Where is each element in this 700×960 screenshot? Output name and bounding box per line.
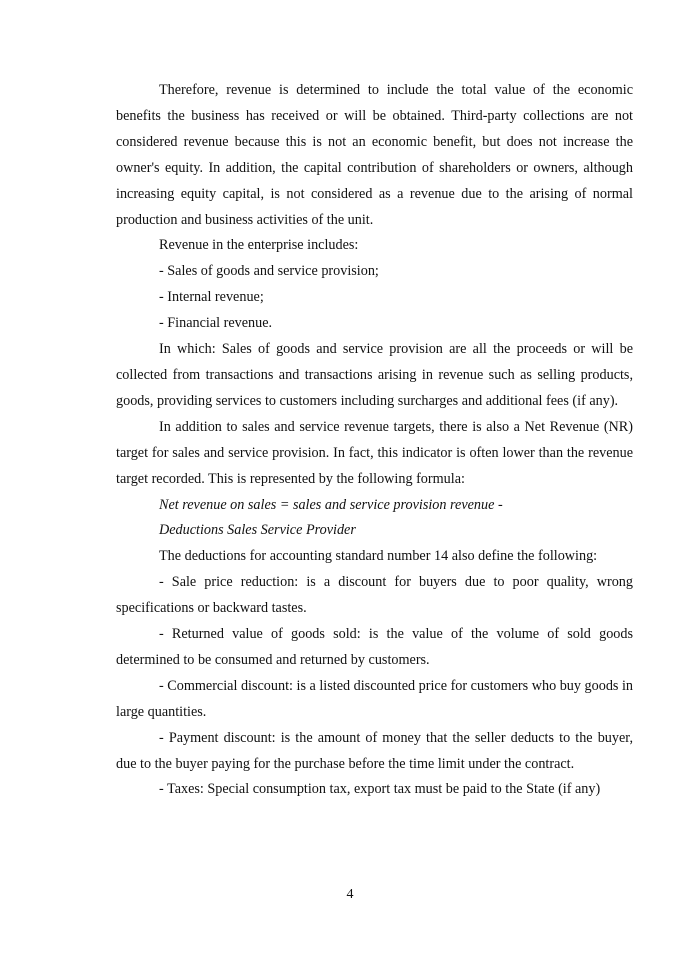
paragraph-revenue-definition: Therefore, revenue is determined to include the total value of the economic benefits the business has received or will be obtained. Third-party collections are not considered revenue because this is not an economic benefit, but does not increase the owner's equity. In addition, the capital contribution of shareholders or owners, although increasing equity capital, is not considered as a revenue due to the arising of normal production and business activities of the unit. [116, 82, 633, 228]
list-item-financial-revenue: - Financial revenue. [159, 315, 273, 332]
paragraph-revenue-includes: Revenue in the enterprise includes: [159, 237, 359, 254]
list-item-internal-revenue: - Internal revenue; [159, 289, 264, 306]
paragraph-net-revenue-target: In addition to sales and service revenue targets, there is also a Net Revenue (NR) target for sales and service provision. In fact, this indicator is often lower than the revenue target recorded. This is represented by the following formula: [116, 418, 633, 487]
paragraph-deductions-intro: The deductions for accounting standard number 14 also define the following: [159, 548, 598, 565]
list-item-commercial-discount: - Commercial discount: is a listed discounted price for customers who buy goods in large quantities. [116, 677, 634, 720]
list-item-returned-value: - Returned value of goods sold: is the value of the volume of sold goods determined to be consumed and returned by customers. [116, 626, 633, 668]
formula-line-2: Deductions Sales Service Provider [159, 522, 356, 539]
list-item-payment-discount: - Payment discount: is the amount of money that the seller deducts to the buyer, due to the buyer paying for the purchase before the time limit under the contract. [116, 729, 633, 772]
page-number: 4 [346, 887, 354, 902]
formula-line-1: Net revenue on sales = sales and service provision revenue - [159, 496, 503, 513]
list-item-taxes: - Taxes: Special consumption tax, export tax must be paid to the State (if any) [159, 781, 601, 798]
document-page [116, 78, 633, 803]
paragraph-in-which: In which: Sales of goods and service provision are all the proceeds or will be collected from transactions and transactions arising in revenue such as selling products, goods, providing services to customers including surcharges and additional fees (if any). [116, 341, 633, 409]
list-item-sales-of-goods: - Sales of goods and service provision; [159, 263, 379, 280]
list-item-sale-price-reduction: - Sale price reduction: is a discount for buyers due to poor quality, wrong specifications or backward tastes. [116, 574, 633, 617]
